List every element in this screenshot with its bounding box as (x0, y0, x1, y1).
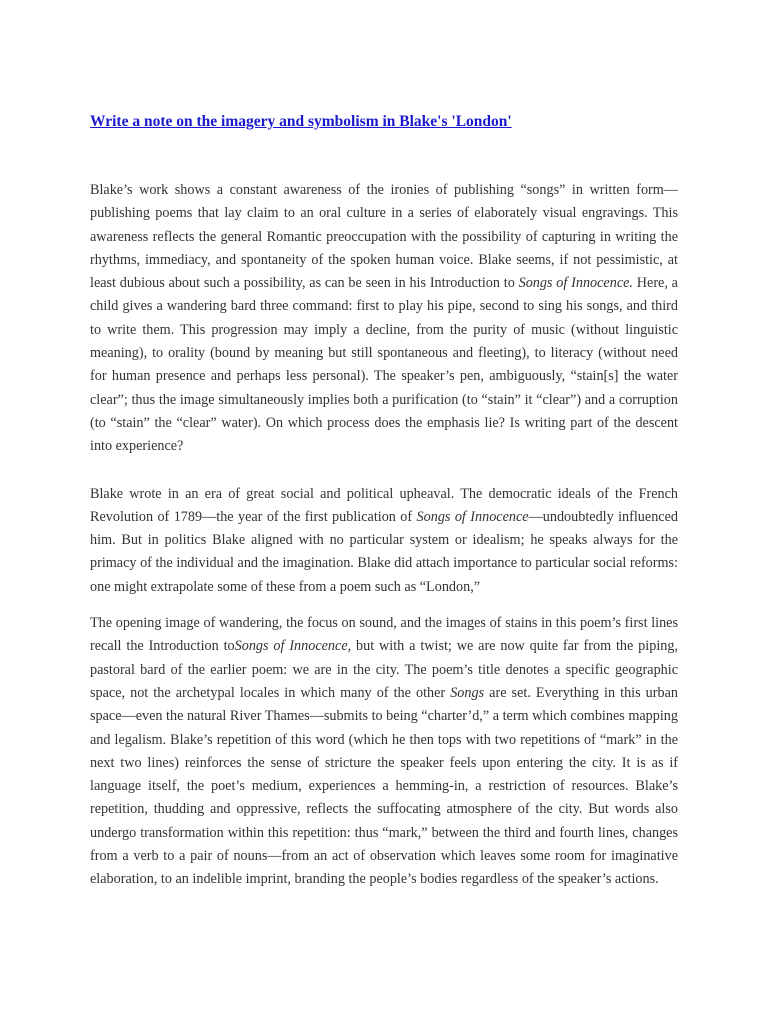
paragraph-3-text-end: are set. Everything in this urban space—even the natural River Thames—submits to being “charter’d,” a term which combines mapping and legalism. Blake’s repetition of this word (which he then tops with two repetitions of “mark” in the next two lines) reinforces the sense of stricture the speaker feels upon entering the city. It is as if language itself, the poet’s medium, experiences a hemming-in, a restriction of resources. Blake’s repetition, thudding and oppressive, reflects the suffocating atmosphere of the city. But words also undergo transformation within this repetition: thus “mark,” between the third and fourth lines, changes from a verb to a pair of nouns—from an act of observation which leaves some room for imaginative elaboration, to an indelible imprint, branding the people’s bodies regardless of the speaker’s actions. (90, 684, 678, 888)
paragraph-3-italic-title: Songs of Innocence, (234, 638, 352, 655)
paragraph-2-text-end: —undoubtedly influenced him. But in politics Blake aligned with no particular system or idealism; he speaks always for the primacy of the individual and the imagination. Blake did attach importance to particular social reforms: one might extrapolate some of these from a poem such as “London,” (90, 508, 678, 595)
document-page (90, 110, 678, 892)
page-title[interactable]: Write a note on the imagery and symbolism in Blake's 'London' (90, 113, 512, 130)
paragraph-2-italic-title: Songs of Innocence (416, 508, 529, 525)
paragraph-2 (90, 483, 678, 599)
paragraph-1-text-start: Blake’s work shows a constant awareness of the ironies of publishing “songs” in written form—publishing poems that lay claim to an oral culture in a series of elaborately visual engravings. This awareness reflects the general Romantic preoccupation with the possibility of capturing in writing the rhythms, immediacy, and spontaneity of the spoken human voice. Blake seems, if not pessimistic, at least dubious about such a possibility, as can be seen in his Introduction to (90, 182, 678, 292)
paragraph-3 (90, 612, 678, 892)
paragraph-3-italic-songs: Songs (450, 684, 485, 701)
paragraph-1 (90, 179, 678, 459)
paragraph-3-text-middle: but with a twist; we are now quite far from the piping, pastoral bard of the earlier poem: we are in the city. The poem’s title denotes a specific geographic space, not the archetypal locales in which many of the other (90, 638, 678, 701)
paragraph-3-text-start: The opening image of wandering, the focus on sound, and the images of stains in this poem’s first lines recall the Introduction to (90, 615, 678, 655)
paragraph-1-italic-title: Songs of Innocence. (518, 275, 633, 292)
paragraph-2-text-start: Blake wrote in an era of great social and political upheaval. The democratic ideals of the French Revolution of 1789—the year of the first publication of (90, 485, 678, 525)
paragraph-1-text-end: Here, a child gives a wandering bard three command: first to play his pipe, second to sing his songs, and third to write them. This progression may imply a decline, from the purity of music (without linguistic meaning), to orality (bound by meaning but still spontaneous and fleeting), to literacy (without need for human presence and perhaps less personal). The speaker’s pen, ambiguously, “stain[s] the water clear”; thus the image simultaneously implies both a purification (to “stain” it “clear”) and a corruption (to “stain” the “clear” water). On which process does the emphasis lie? Is writing part of the descent into experience? (90, 275, 678, 455)
